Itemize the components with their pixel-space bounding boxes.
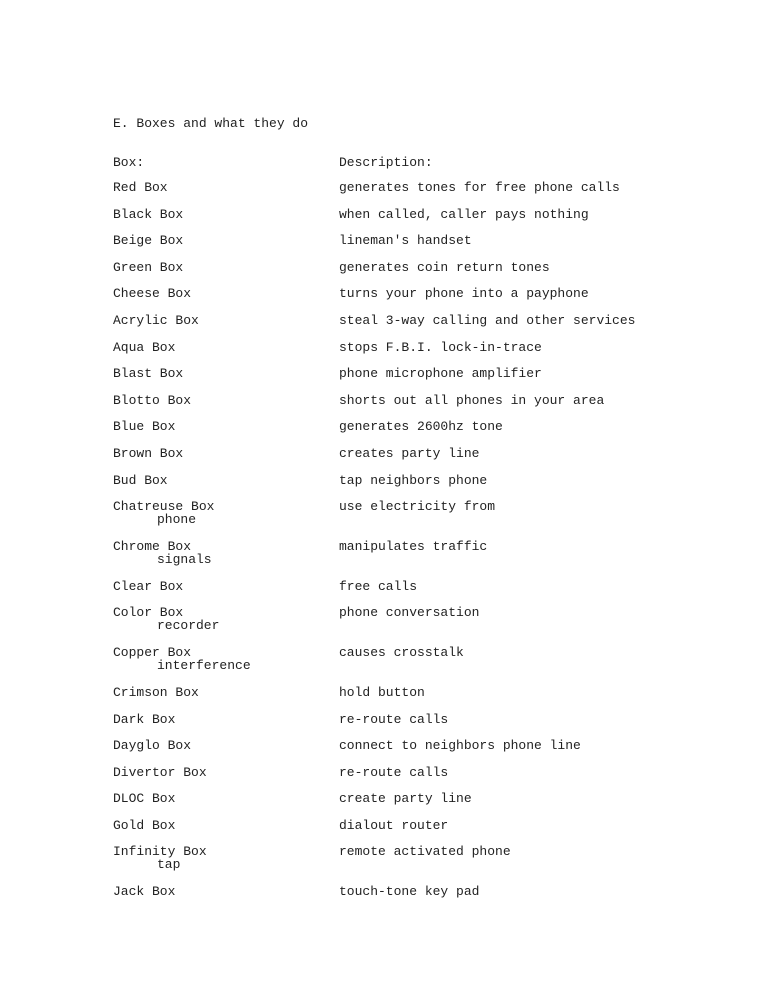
box-name-text: Dayglo Box <box>113 738 192 754</box>
box-name-text: Blast Box <box>113 366 184 382</box>
list-item <box>0 766 768 793</box>
box-description: re-route calls <box>339 764 449 780</box>
box-name-text: Dark Box <box>113 711 176 727</box>
box-name <box>113 580 183 593</box>
box-name <box>113 713 175 726</box>
list-item <box>0 606 768 646</box>
list-item <box>0 420 768 447</box>
box-name-text: Cheese Box <box>113 286 192 302</box>
box-name-text: Blotto Box <box>113 392 192 408</box>
list-item <box>0 287 768 314</box>
box-description: generates tones for free phone calls <box>339 180 620 195</box>
list-item <box>0 686 768 713</box>
box-description: re-route calls <box>339 711 449 727</box>
box-name <box>113 367 183 380</box>
box-name-text: DLOC Box <box>113 791 176 807</box>
section-title: E. Boxes and what they do <box>113 116 309 131</box>
box-name-text: Black Box <box>113 206 184 222</box>
box-description: hold button <box>339 684 425 700</box>
box-name <box>113 885 175 898</box>
box-name <box>113 766 207 779</box>
list-item <box>0 394 768 421</box>
box-name-text: Gold Box <box>113 817 176 833</box>
description-continuation: recorder <box>157 618 220 634</box>
box-name-text: Bud Box <box>113 472 168 488</box>
list-item <box>0 885 768 912</box>
box-description: tap neighbors phone <box>339 472 488 488</box>
box-name-text: Green Box <box>113 259 184 275</box>
box-name <box>113 394 191 407</box>
box-name <box>113 341 175 354</box>
description-column-header: Description: <box>339 155 433 170</box>
box-name-text: Acrylic Box <box>113 312 199 328</box>
box-name-text: Brown Box <box>113 445 184 461</box>
box-description: dialout router <box>339 817 449 833</box>
box-name <box>113 646 251 672</box>
list-item <box>0 314 768 341</box>
box-description: lineman's handset <box>339 233 472 249</box>
list-item <box>0 845 768 885</box>
box-description: connect to neighbors phone line <box>339 738 581 754</box>
list-item <box>0 208 768 235</box>
box-description: when called, caller pays nothing <box>339 206 589 222</box>
box-description: touch-tone key pad <box>339 884 480 900</box>
description-continuation: phone <box>157 512 197 528</box>
box-name <box>113 739 191 752</box>
box-name <box>113 540 212 566</box>
box-description: use electricity from <box>339 499 496 515</box>
box-description: generates coin return tones <box>339 259 550 275</box>
list-item <box>0 261 768 288</box>
box-name-text: Clear Box <box>113 578 184 594</box>
list-item <box>0 447 768 474</box>
box-name-text: Aqua Box <box>113 339 176 355</box>
box-description: generates 2600hz tone <box>339 419 503 435</box>
box-name <box>113 686 199 699</box>
box-name-text: Crimson Box <box>113 684 199 700</box>
box-name <box>113 208 183 221</box>
box-name-text: Red Box <box>113 180 168 195</box>
box-description: turns your phone into a payphone <box>339 286 589 302</box>
box-list <box>0 181 768 912</box>
box-description: shorts out all phones in your area <box>339 392 605 408</box>
box-name <box>113 474 168 487</box>
list-item <box>0 367 768 394</box>
box-description: stops F.B.I. lock-in-trace <box>339 339 542 355</box>
box-name <box>113 819 175 832</box>
box-description: steal 3-way calling and other services <box>339 312 636 328</box>
list-item <box>0 234 768 261</box>
list-item <box>0 580 768 607</box>
box-description: causes crosstalk <box>339 645 464 661</box>
box-name-text: Copper Box <box>113 645 192 661</box>
list-item <box>0 646 768 686</box>
box-name <box>113 314 199 327</box>
box-name-text: Blue Box <box>113 419 176 435</box>
box-description: remote activated phone <box>339 844 511 860</box>
box-name-text: Divertor Box <box>113 764 207 780</box>
list-item <box>0 500 768 540</box>
box-name <box>113 500 214 526</box>
box-name <box>113 792 175 805</box>
box-description: create party line <box>339 791 472 807</box>
box-name-text: Chrome Box <box>113 538 192 554</box>
box-name <box>113 261 183 274</box>
box-name <box>113 606 219 632</box>
list-item <box>0 819 768 846</box>
box-name <box>113 845 207 871</box>
list-item <box>0 341 768 368</box>
list-item <box>0 739 768 766</box>
description-continuation: interference <box>157 658 251 674</box>
box-name <box>113 181 168 194</box>
list-item <box>0 474 768 501</box>
box-description: creates party line <box>339 445 480 461</box>
box-name <box>113 234 183 247</box>
box-description: free calls <box>339 578 418 594</box>
box-name-text: Jack Box <box>113 884 176 900</box>
box-name-text: Beige Box <box>113 233 184 249</box>
box-name-text: Color Box <box>113 605 184 621</box>
list-item <box>0 540 768 580</box>
box-name <box>113 420 175 433</box>
box-name-text: Infinity Box <box>113 844 207 860</box>
box-column-header: Box: <box>113 155 145 170</box>
box-name-text: Chatreuse Box <box>113 499 215 515</box>
box-description: phone microphone amplifier <box>339 366 542 382</box>
list-item <box>0 181 768 208</box>
list-item <box>0 713 768 740</box>
list-item <box>0 792 768 819</box>
box-description: manipulates traffic <box>339 538 488 554</box>
description-continuation: signals <box>157 551 212 567</box>
box-description: phone conversation <box>339 605 480 621</box>
box-name <box>113 287 191 300</box>
description-continuation: tap <box>157 857 181 873</box>
box-name <box>113 447 183 460</box>
